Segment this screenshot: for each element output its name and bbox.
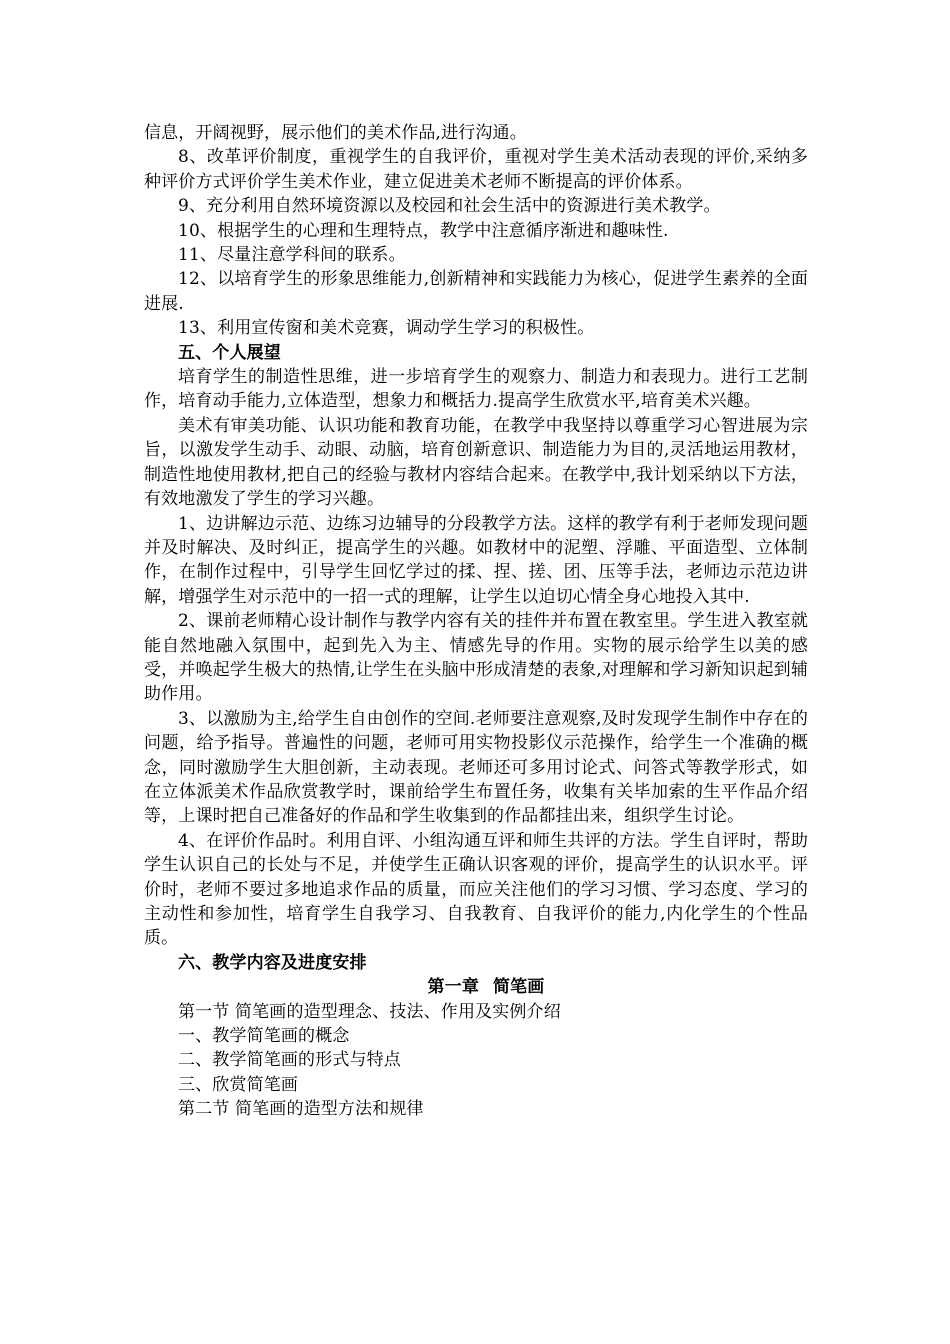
- outline-item: 三、欣赏简笔画: [178, 1074, 299, 1095]
- paragraph-list: [144, 121, 808, 975]
- paragraph: 培育学生的制造性思维，进一步培育学生的观察力、制造力和表现力。进行工艺制作，培育动手能力,立体造型，想象力和概括力.提高学生欣赏水平,培育美术兴趣。: [144, 367, 808, 412]
- chapter-title: [144, 975, 808, 999]
- paragraph: 9、充分利用自然环境资源以及校园和社会生活中的资源进行美术教学。: [178, 196, 721, 217]
- paragraph: 11、尽量注意学科间的联系。: [178, 245, 406, 266]
- paragraph: 8、改革评价制度，重视学生的自我评价，重视对学生美术活动表现的评价,采纳多种评价方式评价学生美术作业，建立促进美术老师不断提高的评价体系。: [144, 147, 808, 192]
- paragraph: 13、利用宣传窗和美术竞赛，调动学生学习的积极性。: [178, 318, 595, 339]
- paragraph: 1、边讲解边示范、边练习边辅导的分段教学方法。这样的教学有利于老师发现问题并及时解决、及时纠正，提高学生的兴趣。如教材中的泥塑、浮雕、平面造型、立体制作，在制作过程中，引导学生回忆学过的揉、捏、搓、团、压等手法，老师边示范边讲解，增强学生对示范中的一招一式的理解，让学生以迫切心情全身心地投入其中.: [144, 513, 808, 607]
- outline-item: 二、教学简笔画的形式与特点: [178, 1050, 401, 1071]
- document-body: [144, 121, 808, 1122]
- paragraph: 4、在评价作品时。利用自评、小组沟通互评和师生共评的方法。学生自评时，帮助学生认识自己的长处与不足，并使学生正确认识客观的评价，提高学生的认识水平。评价时，老师不要过多地追求作品的质量，而应关注他们的学习习惯、学习态度、学习的主动性和参加性，培育学生自我学习、自我教育、自我评价的能力,内化学生的个性品质。: [144, 830, 808, 949]
- paragraph: 2、课前老师精心设计制作与教学内容有关的挂件并布置在教室里。学生进入教室就能自然地融入氛围中，起到先入为主、情感先导的作用。实物的展示给学生以美的感受，并唤起学生极大的热情,让学生在头脑中形成清楚的表象,对理解和学习新知识起到辅助作用。: [144, 611, 808, 705]
- section-heading: 六、教学内容及进度安排: [178, 952, 367, 973]
- chapter-name: 简笔画: [493, 977, 545, 998]
- chapter-outline: [144, 1000, 808, 1122]
- outline-item: 第二节 简笔画的造型方法和规律: [178, 1099, 424, 1120]
- section-heading: 五、个人展望: [178, 342, 281, 363]
- paragraph: 12、以培育学生的形象思维能力,创新精神和实践能力为核心，促进学生素养的全面进展.: [144, 269, 808, 314]
- chapter-number: 第一章: [427, 977, 479, 998]
- paragraph: 3、以激励为主,给学生自由创作的空间.老师要注意观察,及时发现学生制作中存在的问题，给予指导。普遍性的问题，老师可用实物投影仪示范操作，给学生一个准确的概念，同时激励学生大胆创新，主动表现。老师还可多用讨论式、问答式等教学形式，如在立体派美术作品欣赏教学时，课前给学生布置任务，收集有关毕加索的生平作品介绍等，上课时把自己准备好的作品和学生收集到的作品都挂出来，组织学生讨论。: [144, 708, 808, 827]
- paragraph-continuation: 信息，开阔视野，展示他们的美术作品,进行沟通。: [144, 123, 527, 143]
- paragraph: 美术有审美功能、认识功能和教育功能，在教学中我坚持以尊重学习心智进展为宗旨，以激发学生动手、动眼、动脑，培育创新意识、制造能力为目的,灵活地运用教材，制造性地使用教材,把自己的经验与教材内容结合起来。在教学中,我计划采纳以下方法，有效地激发了学生的学习兴趣。: [144, 415, 808, 510]
- outline-item: 一、教学简笔画的概念: [178, 1026, 350, 1047]
- paragraph: 10、根据学生的心理和生理特点，教学中注意循序渐进和趣味性.: [178, 220, 669, 241]
- outline-item: 第一节 简笔画的造型理念、技法、作用及实例介绍: [178, 1001, 561, 1022]
